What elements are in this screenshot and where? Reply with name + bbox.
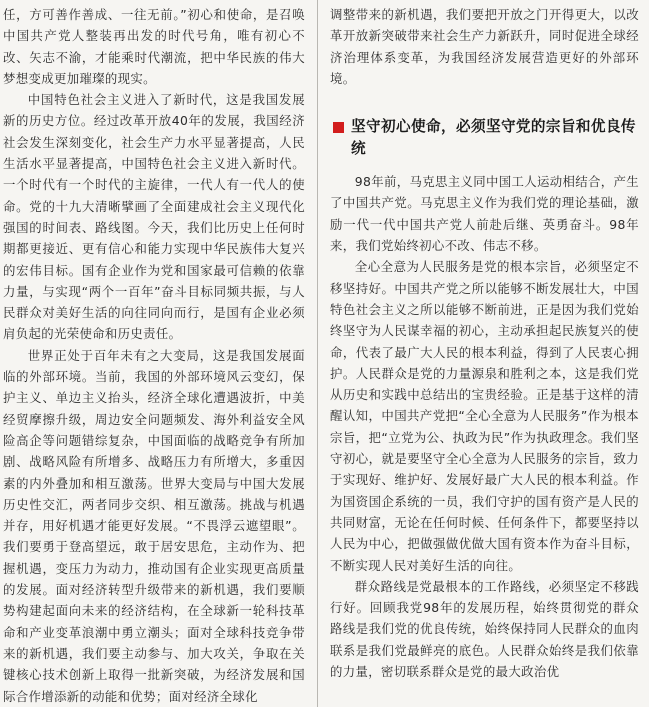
section-heading-text: 坚守初心使命，必须坚守党的宗旨和优良传统 — [351, 118, 636, 158]
left-paragraph-3: 世界正处于百年未有之大变局，这是我国发展面临的外部环境。当前，我国的外部环境风云变幻，保护主义、单边主义抬头，经济全球化遭遇波折，中美经贸摩擦升级，周边安全问题频发、海外利益安全风险高企等问题错综复杂，中国面临的战略竞争有所加剧、战略风险有所增多、战略压力有所增大，多重因素的内外叠加和相互激荡。世界大变局与中国大发展历史性交汇，两者同步交织、相互激荡。挑战与机遇并存，用好机遇才能更好发展。“不畏浮云遮望眼”。我们要勇于登高望远，敢于居安思危，主动作为、把握机遇，变压力为动力，推动国有企业实现更高质量的发展。面对经济转型升级带来的新机遇，我们要顺势构建起面向未来的经济结构，在全球新一轮科技革命和产业变革浪潮中勇立潮头；面对全球科技竞争带来的新机遇，我们要主动参与、加大攻关，争取在关键核心技术创新上取得一批新突破，为经济发展和国际合作增添新的动能和优势；面对经济全球化 — [3, 347, 305, 704]
section-heading — [330, 116, 639, 160]
right-column — [330, 4, 639, 682]
right-paragraph-3: 全心全意为人民服务是党的根本宗旨，必须坚定不移坚持好。中国共产党之所以能够不断发展壮大，中国特色社会主义之所以能够不断前进，正是因为我们党始终坚守为人民谋幸福的初心，主动承担起民族复兴的使命，代表了最广大人民的根本利益，得到了人民衷心拥护。人民群众是党的力量源泉和胜利之本，这是我们党从历史和实践中总结出的宝贵经验。正是基于这样的清醒认知，中国共产党把“全心全意为人民服务”作为根本宗旨，把“立党为公、执政为民”作为执政理念。我们坚守初心，就是要坚守全心全意为人民服务的宗旨，致力于实现好、维护好、发展好最广大人民的根本利益。作为国资国企系统的一员，我们守护的国有资产是人民的共同财富，无论在任何时候、任何条件下，都要坚持以人民为中心，把做强做优做大国有资本作为奋斗目标，不断实现人民对美好生活的向往。 — [330, 259, 639, 573]
left-paragraph-1: 任，方可善作善成、一往无前。”初心和使命，是召唤中国共产党人整装再出发的时代号角，唯有初心不改、矢志不渝，才能乘时代潮流，把中华民族的伟大梦想变成更加璀璨的现实。 — [3, 7, 305, 86]
column-divider — [317, 0, 318, 707]
red-square-bullet-icon — [333, 122, 344, 133]
left-column — [3, 4, 305, 707]
right-paragraph-4: 群众路线是党最根本的工作路线，必须坚定不移践行好。回顾我党98年的发展历程，始终贯彻党的群众路线是我们党的优良传统，始终保持同人民群众的血肉联系是我们党最鲜亮的底色。人民群众始终是我们依靠的力量，密切联系群众是党的最大政治优 — [330, 578, 639, 680]
left-paragraph-2: 中国特色社会主义进入了新时代，这是我国发展新的历史方位。经过改革开放40年的发展，我国经济社会发生深刻变化，社会生产力水平显著提高，人民生活水平显著提高，中国特色社会主义进入新时代。一个时代有一个时代的主旋律，一代人有一代人的使命。党的十九大清晰擘画了全面建成社会主义现代化强国的时间表、路线图。今天，我们比历史上任何时期都更接近、更有信心和能力实现中华民族伟大复兴的宏伟目标。国有企业作为党和国家最可信赖的依靠力量，与实现“两个一百年”奋斗目标同频共振，与人民群众对美好生活的向往同向而行，是国有企业必须肩负起的光荣使命和历史责任。 — [3, 92, 305, 342]
right-paragraph-1: 调整带来的新机遇，我们要把开放之门开得更大，以改革开放新突破带来社会生产力新跃升，同时促进全球经济治理体系变革，为我国经济发展营造更好的外部环境。 — [330, 7, 639, 86]
right-paragraph-2: 98年前，马克思主义同中国工人运动相结合，产生了中国共产党。马克思主义作为我们党的理论基础，激励一代一代中国共产党人前赴后继、英勇奋斗。98年来，我们党始终初心不改、伟志不移。 — [330, 174, 639, 254]
